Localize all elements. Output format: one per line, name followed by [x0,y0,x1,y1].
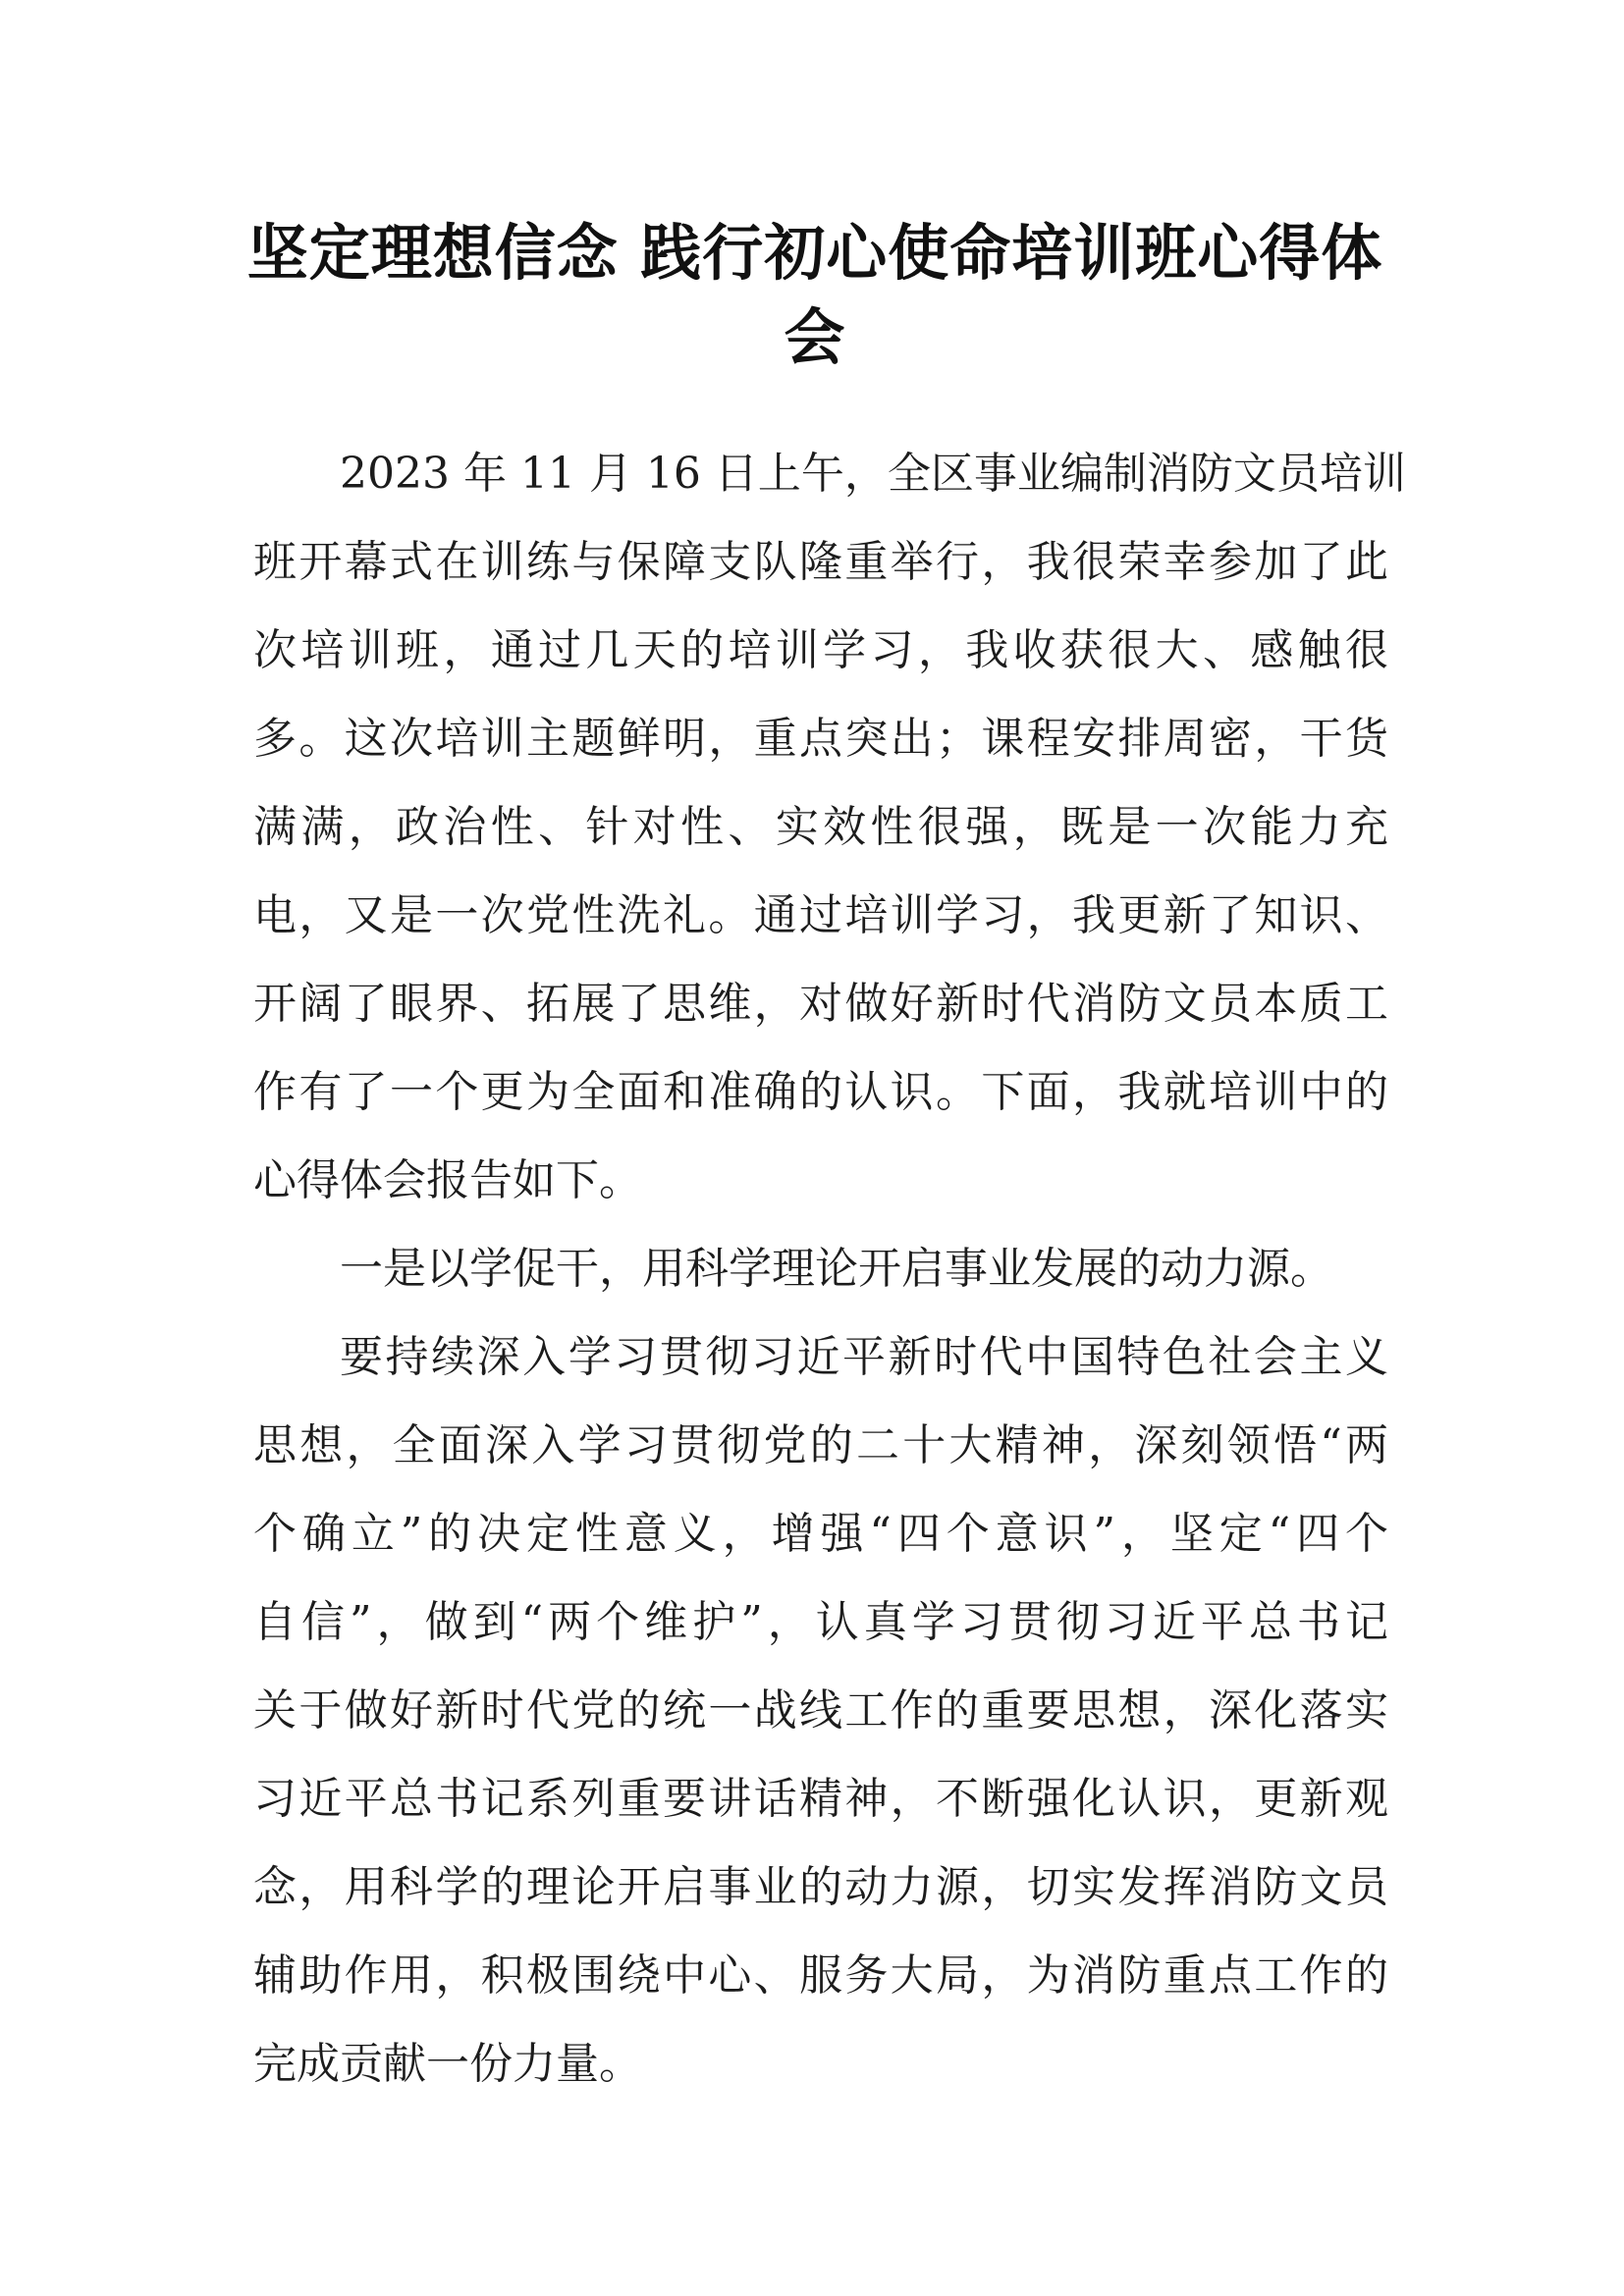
title-line: 坚定理想信念 践行初心使命培训班心得体 [246,217,1383,289]
text-line: 满满，政治性、针对性、实效性很强，既是一次能力充 [253,802,1388,852]
text-line: 次培训班，通过几天的培训学习，我收获很大、感触很 [253,625,1388,675]
document-title [236,211,1394,380]
text-line: 念，用科学的理论开启事业的动力源，切实发挥消防文员 [253,1862,1388,1912]
text-line: 关于做好新时代党的统一战线工作的重要思想，深化落实 [253,1685,1388,1735]
text-line: 一是以学促干，用科学理论开启事业发展的动力源。 [340,1244,1333,1294]
text-line: 自信”，做到“两个维护”，认真学习贯彻习近平总书记 [253,1597,1388,1647]
text-line: 电，又是一次党性洗礼。通过培训学习，我更新了知识、 [253,890,1388,940]
paragraph-detail [253,1313,1388,2109]
title-line: 会 [784,301,846,373]
text-line: 辅助作用，积极围绕中心、服务大局，为消防重点工作的 [253,1950,1388,2001]
text-line: 2023 年 11 月 16 日上午，全区事业编制消防文员培训 [340,449,1406,499]
text-line: 个确立”的决定性意义，增强“四个意识”，坚定“四个 [253,1509,1388,1559]
paragraph-point-one [253,1225,1388,1313]
text-line: 开阔了眼界、拓展了思维，对做好新时代消防文员本质工 [253,979,1388,1029]
text-line: 完成贡献一份力量。 [253,2039,642,2089]
text-line: 多。这次培训主题鲜明，重点突出；课程安排周密，干货 [253,714,1388,764]
text-line: 习近平总书记系列重要讲话精神，不断强化认识，更新观 [253,1774,1388,1824]
text-line: 班开幕式在训练与保障支队隆重举行，我很荣幸参加了此 [253,537,1388,587]
paragraph-intro [253,430,1406,1225]
text-line: 要持续深入学习贯彻习近平新时代中国特色社会主义 [340,1332,1388,1382]
text-line: 作有了一个更为全面和准确的认识。下面，我就培训中的 [253,1067,1388,1117]
text-line: 心得体会报告如下。 [253,1155,642,1205]
text-line: 思想，全面深入学习贯彻党的二十大精神，深刻领悟“两 [253,1420,1388,1470]
